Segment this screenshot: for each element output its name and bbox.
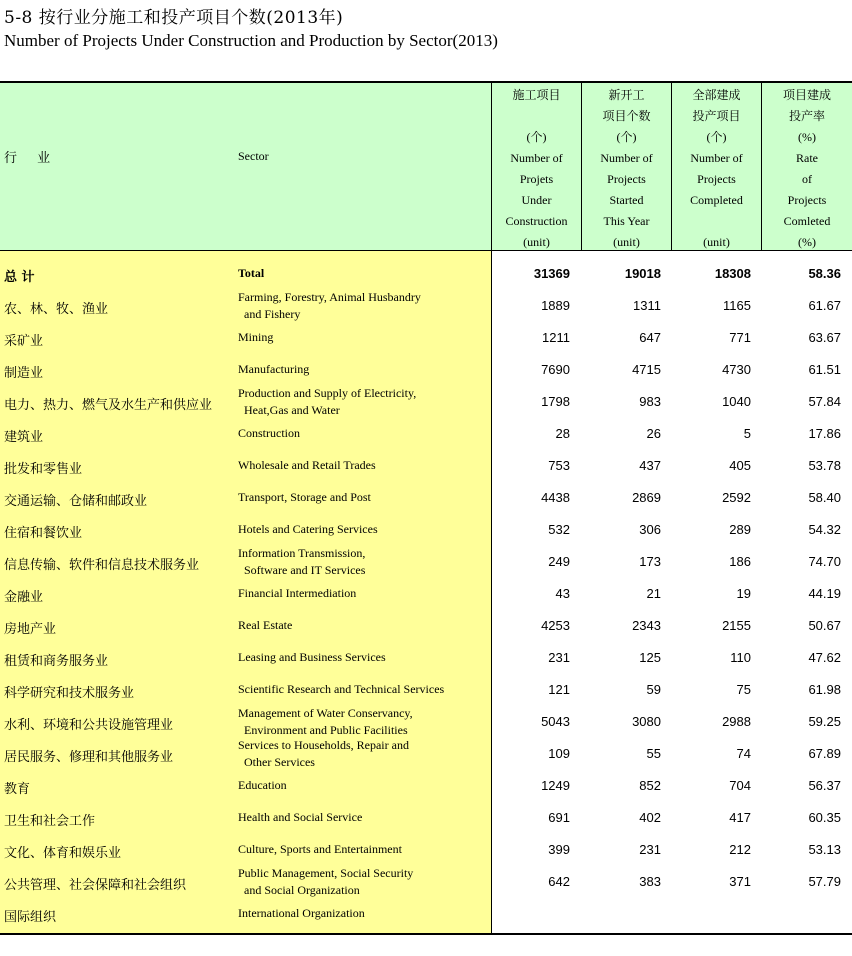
value-completed: 417 xyxy=(729,810,751,825)
value-started: 231 xyxy=(639,842,661,857)
value-under-construction: 4253 xyxy=(541,618,570,633)
column-divider xyxy=(761,83,762,250)
row-sector-en xyxy=(238,809,362,826)
value-started: 55 xyxy=(646,746,661,761)
value-under-construction: 532 xyxy=(548,522,570,537)
sector-line: and Fishery xyxy=(238,307,301,321)
value-started: 21 xyxy=(646,586,661,601)
value-started: 3080 xyxy=(632,714,661,729)
row-sector-en xyxy=(238,425,300,442)
value-rate: 47.62 xyxy=(808,650,841,665)
value-rate: 57.84 xyxy=(808,394,841,409)
value-under-construction: 28 xyxy=(555,426,570,441)
value-under-construction: 753 xyxy=(548,458,570,473)
row-industry-cn: 居民服务、修理和其他服务业 xyxy=(4,750,174,765)
row-industry-cn: 水利、环境和公共设施管理业 xyxy=(4,718,174,733)
sector-line: Services to Households, Repair and xyxy=(238,738,409,752)
table-row xyxy=(0,801,852,833)
value-started: 2343 xyxy=(632,618,661,633)
table-row xyxy=(0,705,852,737)
value-under-construction: 691 xyxy=(548,810,570,825)
row-sector-en xyxy=(238,329,273,346)
sector-line: Total xyxy=(238,266,265,280)
value-started: 983 xyxy=(639,394,661,409)
value-rate: 17.86 xyxy=(808,426,841,441)
value-under-construction: 399 xyxy=(548,842,570,857)
row-sector-en xyxy=(238,705,413,739)
row-sector-en xyxy=(238,617,292,634)
value-under-construction: 31369 xyxy=(533,266,570,281)
sector-line: Environment and Public Facilities xyxy=(238,723,408,737)
sector-line: Culture, Sports and Entertainment xyxy=(238,842,402,856)
table-row xyxy=(0,257,852,289)
value-rate: 58.40 xyxy=(808,490,841,505)
table-row xyxy=(0,289,852,321)
header-col-completed: 全部建成 投产项目 (个) Number of Projects Completed (unit) xyxy=(690,88,743,249)
value-completed: 771 xyxy=(729,330,751,345)
table-row xyxy=(0,737,852,769)
value-rate: 44.19 xyxy=(808,586,841,601)
table-row xyxy=(0,353,852,385)
value-completed: 1040 xyxy=(722,394,751,409)
row-sector-en xyxy=(238,841,402,858)
page-title-cn: 5-8 按行业分施工和投产项目个数(2013年) xyxy=(4,8,344,28)
sector-line: Transport, Storage and Post xyxy=(238,490,371,504)
value-completed: 371 xyxy=(729,874,751,889)
value-completed: 405 xyxy=(729,458,751,473)
value-under-construction: 4438 xyxy=(541,490,570,505)
value-completed: 2988 xyxy=(722,714,751,729)
table-row xyxy=(0,673,852,705)
value-under-construction: 121 xyxy=(548,682,570,697)
value-under-construction: 1211 xyxy=(542,330,570,345)
header-col-rate: 项目建成 投产率 (%) Rate of Projects Comleted (%) xyxy=(782,88,831,249)
row-industry-cn: 金融业 xyxy=(4,590,44,605)
row-sector-en xyxy=(238,545,365,579)
value-rate: 50.67 xyxy=(808,618,841,633)
table-row xyxy=(0,321,852,353)
value-rate: 67.89 xyxy=(808,746,841,761)
row-sector-en xyxy=(238,905,365,922)
value-rate: 53.78 xyxy=(808,458,841,473)
value-completed: 75 xyxy=(736,682,751,697)
row-industry-cn: 采矿业 xyxy=(4,334,44,349)
row-industry-cn: 房地产业 xyxy=(4,622,57,637)
row-industry-cn: 教育 xyxy=(4,782,31,797)
value-completed: 2155 xyxy=(722,618,751,633)
value-rate: 61.67 xyxy=(808,298,841,313)
value-rate: 56.37 xyxy=(808,778,841,793)
header-sector: Sector xyxy=(238,149,269,163)
sector-line: Other Services xyxy=(238,755,315,769)
row-sector-en xyxy=(238,777,287,794)
value-started: 437 xyxy=(639,458,661,473)
row-industry-cn: 批发和零售业 xyxy=(4,462,83,477)
table-row xyxy=(0,865,852,897)
sector-line: Manufacturing xyxy=(238,362,310,376)
value-completed: 4730 xyxy=(722,362,751,377)
value-started: 1311 xyxy=(633,298,661,313)
value-completed: 212 xyxy=(729,842,751,857)
row-sector-en xyxy=(238,457,376,474)
row-industry-cn: 制造业 xyxy=(4,366,44,381)
value-completed: 74 xyxy=(736,746,751,761)
sector-line: Construction xyxy=(238,426,300,440)
sector-line: Wholesale and Retail Trades xyxy=(238,458,376,472)
table-row xyxy=(0,641,852,673)
row-industry-cn: 电力、热力、燃气及水生产和供应业 xyxy=(4,398,213,413)
row-industry-cn: 信息传输、软件和信息技术服务业 xyxy=(4,558,200,573)
sector-line: Health and Social Service xyxy=(238,810,363,824)
sector-line: Mining xyxy=(238,330,274,344)
sector-line: Financial Intermediation xyxy=(238,586,357,600)
sector-line: Software and IT Services xyxy=(238,563,366,577)
value-rate: 53.13 xyxy=(808,842,841,857)
row-industry-cn: 公共管理、社会保障和社会组织 xyxy=(4,878,187,893)
value-started: 306 xyxy=(639,522,661,537)
value-started: 647 xyxy=(639,330,661,345)
sector-line: Public Management, Social Security xyxy=(238,866,414,880)
value-completed: 2592 xyxy=(722,490,751,505)
value-rate: 61.98 xyxy=(808,682,841,697)
sector-line: Heat,Gas and Water xyxy=(238,403,340,417)
value-completed: 19 xyxy=(736,586,751,601)
row-sector-en xyxy=(238,649,386,666)
sector-line: Management of Water Conservancy, xyxy=(238,706,413,720)
header-col-under-construction: 施工项目 (个) Number of Projets Under Construction (unit) xyxy=(505,88,568,249)
sector-line: and Social Organization xyxy=(238,883,360,897)
sector-line: Scientific Research and Technical Services xyxy=(238,682,445,696)
value-completed: 289 xyxy=(729,522,751,537)
table-row xyxy=(0,545,852,577)
value-completed: 704 xyxy=(729,778,751,793)
table-row xyxy=(0,385,852,417)
row-sector-en xyxy=(238,289,421,323)
page-title-en: Number of Projects Under Construction and Production by Sector(2013) xyxy=(4,31,498,50)
value-under-construction: 642 xyxy=(548,874,570,889)
table-row xyxy=(0,449,852,481)
sector-line: Farming, Forestry, Animal Husbandry xyxy=(238,290,421,304)
value-started: 402 xyxy=(639,810,661,825)
value-rate: 60.35 xyxy=(808,810,841,825)
value-completed: 1165 xyxy=(723,298,751,313)
value-rate: 54.32 xyxy=(808,522,841,537)
row-industry-cn: 卫生和社会工作 xyxy=(4,814,96,829)
row-industry-cn: 国际组织 xyxy=(4,910,57,925)
value-rate: 61.51 xyxy=(808,362,841,377)
table-row xyxy=(0,417,852,449)
sector-line: Leasing and Business Services xyxy=(238,650,386,664)
value-started: 173 xyxy=(639,554,661,569)
row-industry-cn: 科学研究和技术服务业 xyxy=(4,686,135,701)
row-sector-en xyxy=(238,265,264,282)
value-started: 383 xyxy=(639,874,661,889)
value-started: 125 xyxy=(639,650,661,665)
value-started: 26 xyxy=(646,426,661,441)
value-rate: 59.25 xyxy=(808,714,841,729)
value-under-construction: 231 xyxy=(548,650,570,665)
row-industry-cn: 总 计 xyxy=(4,270,35,285)
value-under-construction: 1249 xyxy=(541,778,570,793)
value-rate: 58.36 xyxy=(808,266,841,281)
row-sector-en xyxy=(238,681,444,698)
column-divider xyxy=(581,83,582,250)
header-col-started: 新开工 项目个数 (个) Number of Projects Started This Year (unit) xyxy=(600,88,653,249)
sector-line: Real Estate xyxy=(238,618,293,632)
value-rate: 63.67 xyxy=(808,330,841,345)
row-industry-cn: 租赁和商务服务业 xyxy=(4,654,109,669)
sector-line: Education xyxy=(238,778,287,792)
table-row xyxy=(0,769,852,801)
table-row xyxy=(0,833,852,865)
row-industry-cn: 文化、体育和娱乐业 xyxy=(4,846,122,861)
row-sector-en xyxy=(238,385,416,419)
row-industry-cn: 住宿和餐饮业 xyxy=(4,526,83,541)
table-row xyxy=(0,609,852,641)
row-sector-en xyxy=(238,361,309,378)
value-started: 19018 xyxy=(624,266,661,281)
value-under-construction: 5043 xyxy=(541,714,570,729)
sector-line: Production and Supply of Electricity, xyxy=(238,386,417,400)
value-started: 2869 xyxy=(632,490,661,505)
table-row xyxy=(0,897,852,929)
value-rate: 57.79 xyxy=(808,874,841,889)
value-under-construction: 109 xyxy=(548,746,570,761)
value-under-construction: 1889 xyxy=(541,298,570,313)
value-under-construction: 249 xyxy=(548,554,570,569)
column-divider xyxy=(671,83,672,250)
sector-line: Information Transmission, xyxy=(238,546,366,560)
row-sector-en xyxy=(238,521,378,538)
table-bottom-rule xyxy=(0,933,852,935)
header-industry: 行 业 xyxy=(4,151,59,166)
value-started: 59 xyxy=(646,682,661,697)
table-row xyxy=(0,577,852,609)
value-under-construction: 1798 xyxy=(541,394,570,409)
row-sector-en xyxy=(238,737,409,771)
table-row xyxy=(0,481,852,513)
value-under-construction: 7690 xyxy=(541,362,570,377)
value-started: 852 xyxy=(639,778,661,793)
row-sector-en xyxy=(238,585,356,602)
sector-line: Hotels and Catering Services xyxy=(238,522,378,536)
value-started: 4715 xyxy=(632,362,661,377)
row-sector-en xyxy=(238,865,413,899)
row-industry-cn: 建筑业 xyxy=(4,430,44,445)
row-industry-cn: 交通运输、仓储和邮政业 xyxy=(4,494,148,509)
value-completed: 18308 xyxy=(714,266,751,281)
value-rate: 74.70 xyxy=(808,554,841,569)
value-completed: 110 xyxy=(730,650,751,665)
sector-line: International Organization xyxy=(238,906,365,920)
table-row xyxy=(0,513,852,545)
value-under-construction: 43 xyxy=(555,586,570,601)
row-sector-en xyxy=(238,489,371,506)
row-industry-cn: 农、林、牧、渔业 xyxy=(4,302,109,317)
value-completed: 186 xyxy=(729,554,751,569)
value-completed: 5 xyxy=(743,426,751,441)
